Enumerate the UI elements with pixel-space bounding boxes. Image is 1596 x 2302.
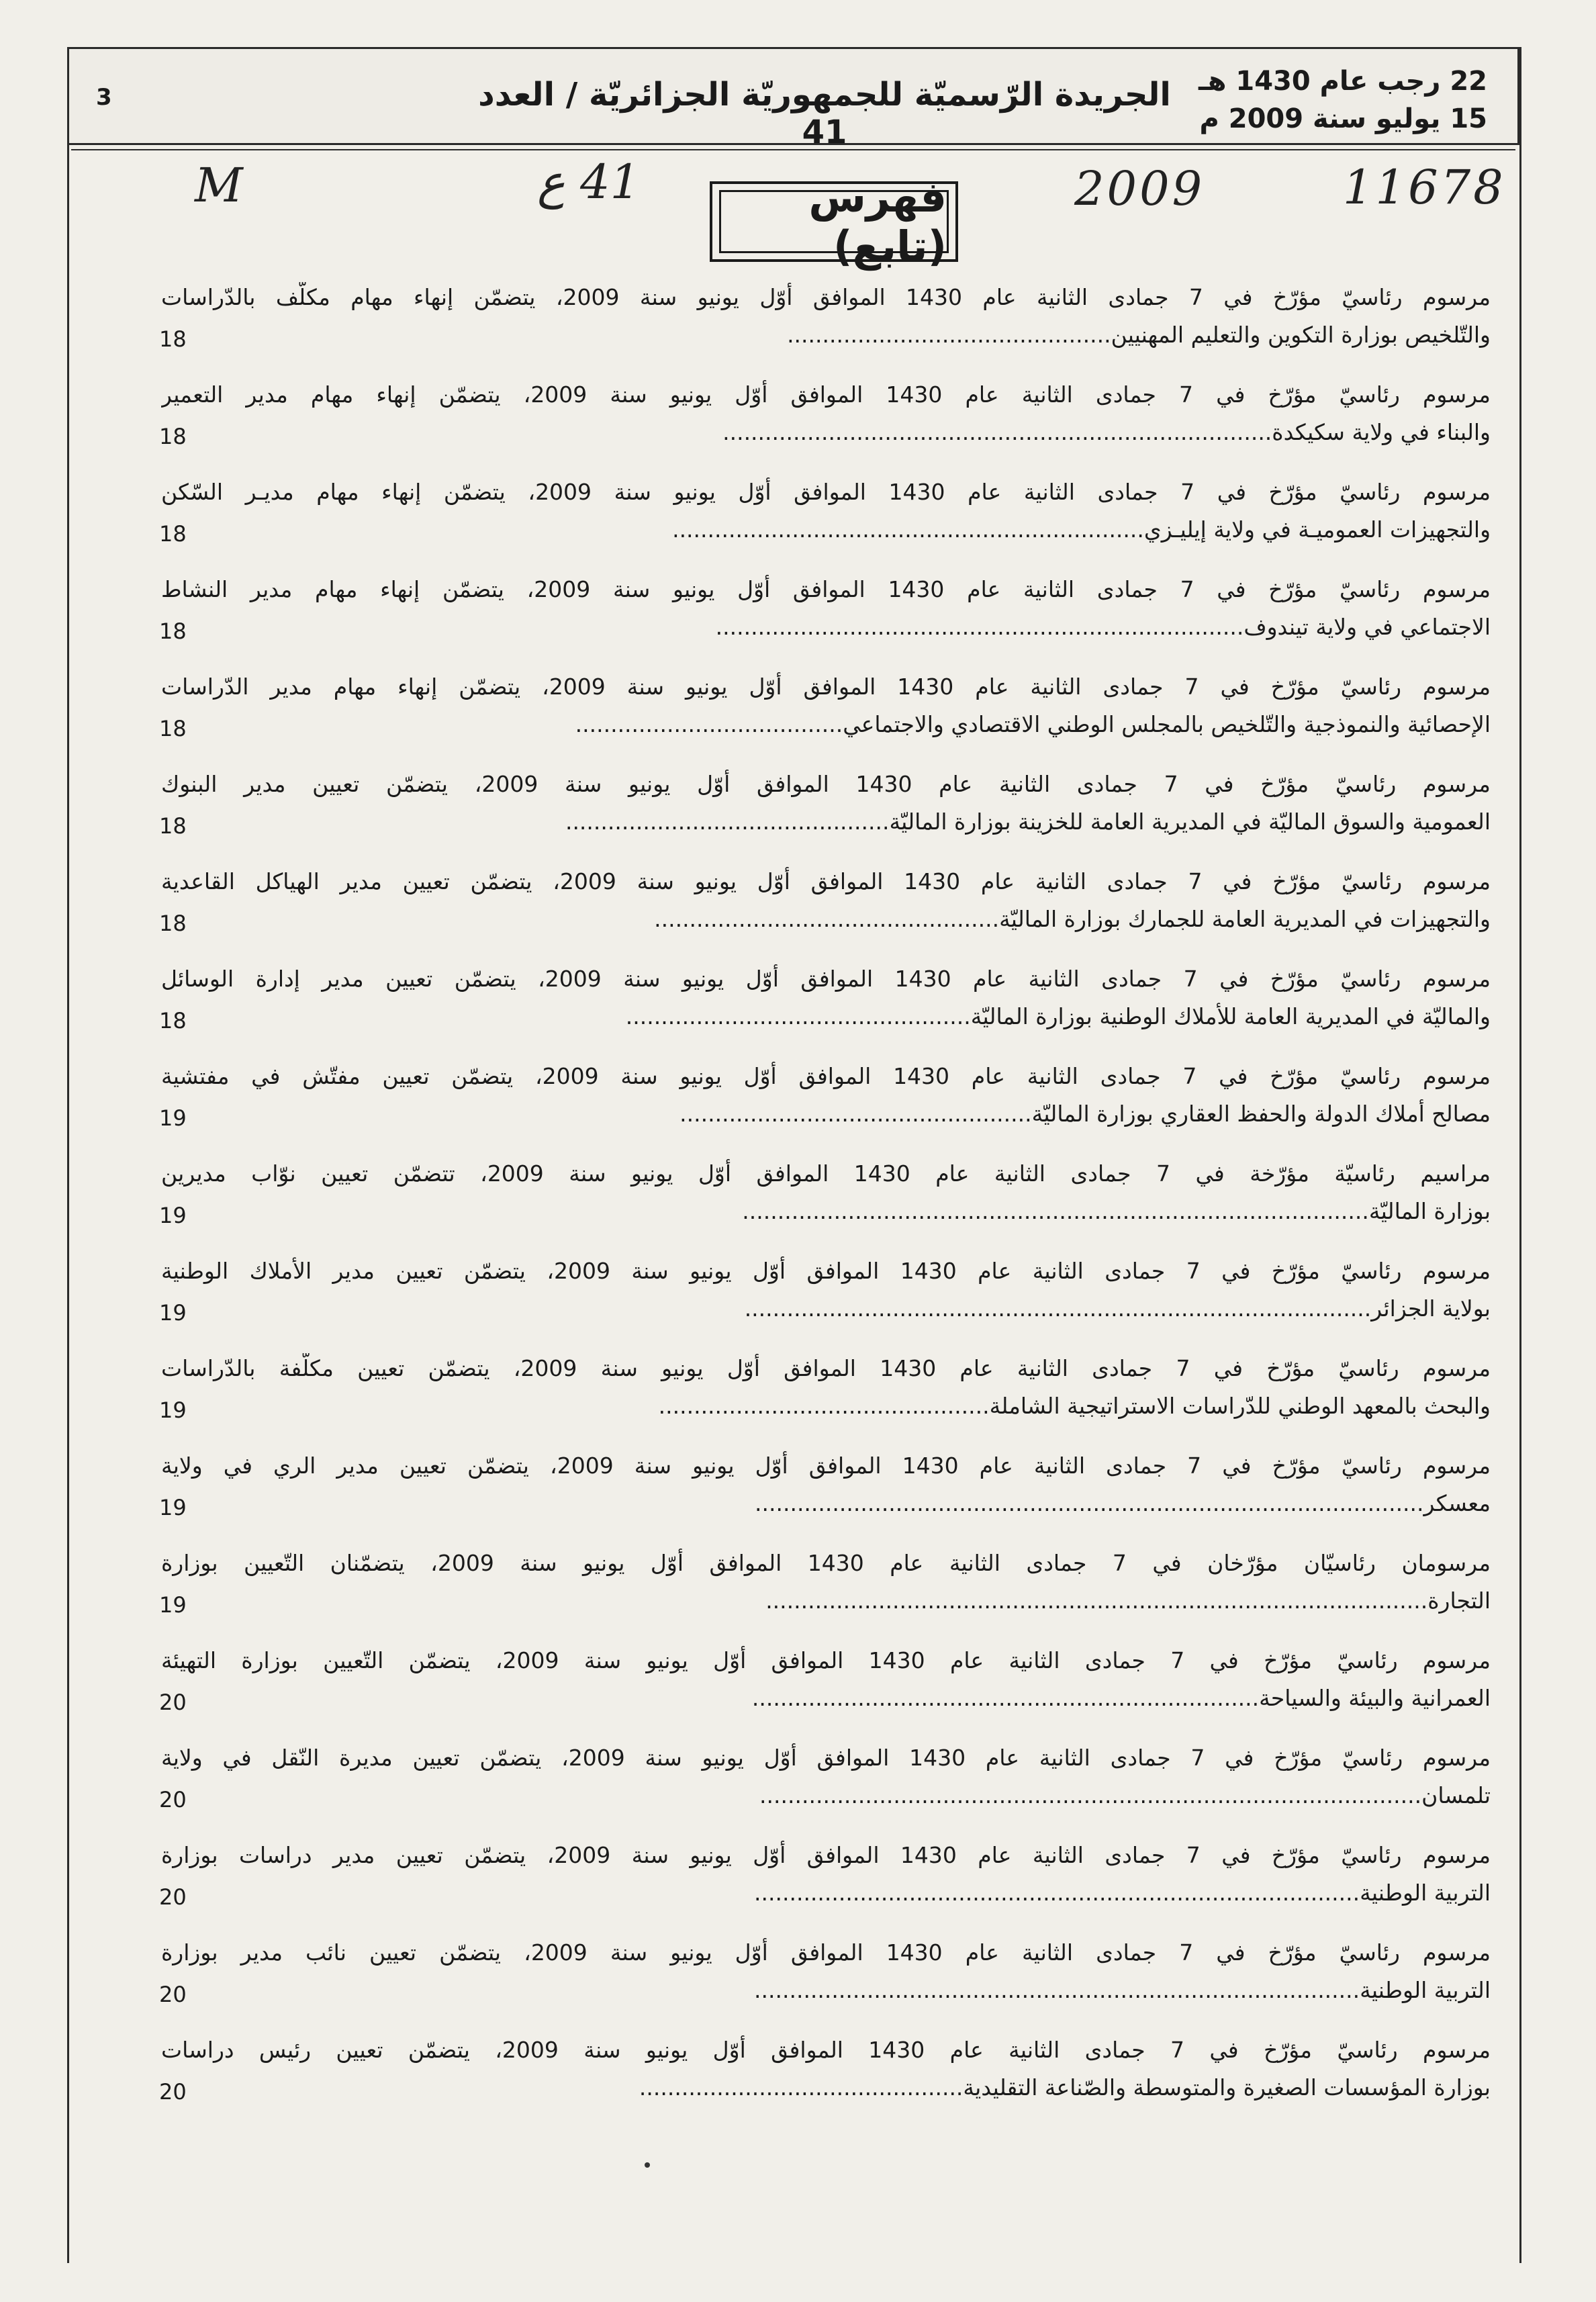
entry-line-1: مرسوم رئاسيّ مؤرّخ في 7 جمادى الثانية عام 1430 الموافق أوّل يونيو سنة 2009، يتضمّن تعيين نائب مدير بوزارة: [161, 1939, 1491, 1966]
entry-line-1: مرسوم رئاسيّ مؤرّخ في 7 جمادى الثانية عام 1430 الموافق أوّل يونيو سنة 2009، يتضمّن تعيين رئيس دراسات: [161, 2037, 1491, 2063]
entry-line-2: التجارة..............................................................................................: [765, 1587, 1491, 1614]
index-entry: [161, 769, 1491, 866]
entry-line-2: والتجهيزات في المديرية العامة للجمارك بوزارة الماليّة.................................................: [654, 906, 1491, 932]
entry-line-2: العمرانية والبيئة والسياحة........................................................................: [751, 1685, 1491, 1711]
index-entry: [161, 964, 1491, 1061]
entry-page-number: 18: [159, 813, 187, 839]
entry-page-number: 19: [159, 1592, 187, 1618]
entry-page-number: 20: [159, 2079, 187, 2105]
entry-line-1: مرسوم رئاسيّ مؤرّخ في 7 جمادى الثانية عام 1430 الموافق أوّل يونيو سنة 2009، يتضمّن تعيين مدير الري في ولاية: [161, 1453, 1491, 1479]
entry-line-1: مرسوم رئاسيّ مؤرّخ في 7 جمادى الثانية عام 1430 الموافق أوّل يونيو سنة 2009، يتضمّن تعيين مدير الأملاك الوطنية: [161, 1258, 1491, 1284]
entry-page-number: 18: [159, 618, 187, 644]
entry-page-number: 20: [159, 1884, 187, 1910]
index-entry: [161, 379, 1491, 477]
entry-line-2: تلمسان..............................................................................................: [759, 1782, 1491, 1808]
index-entry: [161, 477, 1491, 574]
index-entry: [161, 672, 1491, 769]
handwritten-mark-left: M: [195, 158, 246, 213]
index-entry: [161, 282, 1491, 379]
entry-line-1: مرسوم رئاسيّ مؤرّخ في 7 جمادى الثانية عام 1430 الموافق أوّل يونيو سنة 2009، يتضمّن إنهاء مهام مدير التعمير: [161, 381, 1491, 408]
entry-page-number: 19: [159, 1300, 187, 1326]
gregorian-date: 15 يوليو سنة 2009 م: [1199, 103, 1487, 134]
index-title-box: [710, 173, 958, 271]
entry-line-2: معسكر...............................................................................................: [755, 1490, 1491, 1516]
index-entry: [161, 1256, 1491, 1353]
header-divider: [71, 149, 1515, 150]
entry-page-number: 18: [159, 911, 187, 936]
index-entry: [161, 574, 1491, 672]
gazette-title: الجريدة الرّسميّة للجمهوريّة الجزائريّة / العدد 41: [478, 76, 1171, 151]
entry-page-number: 18: [159, 716, 187, 741]
page-number: 3: [96, 84, 112, 111]
entry-line-1: مرسوم رئاسيّ مؤرّخ في 7 جمادى الثانية عام 1430 الموافق أوّل يونيو سنة 2009، يتضمّن تعيين مدير الهياكل القاعدية: [161, 868, 1491, 894]
entry-line-2: والتجهيزات العموميـة في ولاية إيليـزي...................................................................: [672, 516, 1491, 543]
entry-line-2: والتّلخيص بوزارة التكوين والتعليم المهنيين..............................................: [787, 322, 1491, 348]
entry-page-number: 18: [159, 1008, 187, 1033]
entry-line-1: مرسوم رئاسيّ مؤرّخ في 7 جمادى الثانية عام 1430 الموافق أوّل يونيو سنة 2009، يتضمّن تعيين مديرة النّقل في ولاية: [161, 1745, 1491, 1771]
index-title: فهرس (تابع): [719, 190, 949, 253]
index-entry: [161, 2035, 1491, 2132]
entry-line-2: الإحصائية والنموذجية والتّلخيص بالمجلس الوطني الاقتصادي والاجتماعي......................................: [575, 711, 1491, 737]
entry-page-number: 18: [159, 326, 187, 352]
hijri-date: 22 رجب عام 1430 هـ: [1199, 66, 1487, 97]
page-dot: [645, 2162, 650, 2168]
entry-line-1: مراسيم رئاسيّة مؤرّخة في 7 جمادى الثانية عام 1430 الموافق أوّل يونيو سنة 2009، تتضمّن تعيين نوّاب مديرين: [161, 1160, 1491, 1187]
entry-line-2: بوزارة المؤسسات الصغيرة والمتوسطة والصّناعة التقليدية..............................................: [639, 2074, 1491, 2101]
entry-line-2: والبحث بالمعهد الوطني للدّراسات الاستراتيجية الشاملة...............................................: [658, 1393, 1491, 1419]
entry-line-1: مرسوم رئاسيّ مؤرّخ في 7 جمادى الثانية عام 1430 الموافق أوّل يونيو سنة 2009، يتضمّن تعيين مكلّفة بالدّراسات: [161, 1355, 1491, 1381]
index-entry: [161, 1158, 1491, 1256]
index-entry: [161, 1937, 1491, 2035]
index-entry: [161, 866, 1491, 964]
entry-line-1: مرسوم رئاسيّ مؤرّخ في 7 جمادى الثانية عام 1430 الموافق أوّل يونيو سنة 2009، يتضمّن تعيين مدير البنوك: [161, 771, 1491, 797]
entry-line-2: التربية الوطنية......................................................................................: [754, 1977, 1491, 2003]
handwritten-year: 2009: [1074, 161, 1205, 216]
index-entry: [161, 1061, 1491, 1158]
index-entries-list: [161, 282, 1491, 2132]
index-entry: [161, 1548, 1491, 1645]
index-entry: [161, 1451, 1491, 1548]
entry-line-2: بولاية الجزائر.........................................................................................: [744, 1295, 1491, 1322]
entry-line-1: مرسوم رئاسيّ مؤرّخ في 7 جمادى الثانية عام 1430 الموافق أوّل يونيو سنة 2009، يتضمّن إنهاء مهام مدير الدّراسات: [161, 674, 1491, 700]
index-entry: [161, 1645, 1491, 1743]
entry-page-number: 20: [159, 1982, 187, 2007]
handwritten-issue-number: 41 ع: [537, 154, 641, 210]
entry-line-2: والماليّة في المديرية العامة للأملاك الوطنية بوزارة الماليّة.................................................: [625, 1003, 1491, 1029]
entry-line-2: بوزارة الماليّة.........................................................................................: [742, 1198, 1491, 1224]
entry-page-number: 18: [159, 521, 187, 547]
entry-line-1: مرسوم رئاسيّ مؤرّخ في 7 جمادى الثانية عام 1430 الموافق أوّل يونيو سنة 2009، يتضمّن تعيين مفتّش في مفتشية: [161, 1063, 1491, 1089]
handwritten-reference-number: 11678: [1343, 160, 1506, 215]
issue-dates: [1199, 62, 1487, 138]
entry-page-number: 20: [159, 1787, 187, 1812]
entry-line-2: والبناء في ولاية سكيكدة..............................................................................: [722, 419, 1491, 445]
index-entry: [161, 1353, 1491, 1451]
entry-line-2: الاجتماعي في ولاية تيندوف...........................................................................: [715, 614, 1491, 640]
entry-page-number: 19: [159, 1495, 187, 1520]
page-header: [67, 47, 1519, 151]
entry-line-1: مرسوم رئاسيّ مؤرّخ في 7 جمادى الثانية عام 1430 الموافق أوّل يونيو سنة 2009، يتضمّن إنهاء مهام مدير النشاط: [161, 576, 1491, 602]
entry-line-1: مرسوم رئاسيّ مؤرّخ في 7 جمادى الثانية عام 1430 الموافق أوّل يونيو سنة 2009، يتضمّن تعيين مدير إدارة الوسائل: [161, 966, 1491, 992]
entry-line-1: مرسومان رئاسيّان مؤرّخان في 7 جمادى الثانية عام 1430 الموافق أوّل يونيو سنة 2009، يتضمّنان التّعيين بوزارة: [161, 1550, 1491, 1576]
index-entry: [161, 1743, 1491, 1840]
entry-page-number: 19: [159, 1203, 187, 1228]
entry-page-number: 19: [159, 1105, 187, 1131]
entry-page-number: 20: [159, 1690, 187, 1715]
entry-line-1: مرسوم رئاسيّ مؤرّخ في 7 جمادى الثانية عام 1430 الموافق أوّل يونيو سنة 2009، يتضمّن إنهاء مهام مديـر السّكن: [161, 479, 1491, 505]
entry-line-2: العمومية والسوق الماليّة في المديرية العامة للخزينة بوزارة الماليّة..............................................: [565, 809, 1491, 835]
entry-line-2: مصالح أملاك الدولة والحفظ العقاري بوزارة الماليّة..................................................: [679, 1101, 1491, 1127]
index-entry: [161, 1840, 1491, 1937]
entry-line-1: مرسوم رئاسيّ مؤرّخ في 7 جمادى الثانية عام 1430 الموافق أوّل يونيو سنة 2009، يتضمّن التّعيين بوزارة التهيئة: [161, 1647, 1491, 1673]
entry-line-1: مرسوم رئاسيّ مؤرّخ في 7 جمادى الثانية عام 1430 الموافق أوّل يونيو سنة 2009، يتضمّن إنهاء مهام مكلّف بالدّراسات: [161, 284, 1491, 310]
entry-page-number: 19: [159, 1397, 187, 1423]
entry-line-2: التربية الوطنية......................................................................................: [754, 1880, 1491, 1906]
entry-page-number: 18: [159, 424, 187, 449]
entry-line-1: مرسوم رئاسيّ مؤرّخ في 7 جمادى الثانية عام 1430 الموافق أوّل يونيو سنة 2009، يتضمّن تعيين مدير دراسات بوزارة: [161, 1842, 1491, 1868]
